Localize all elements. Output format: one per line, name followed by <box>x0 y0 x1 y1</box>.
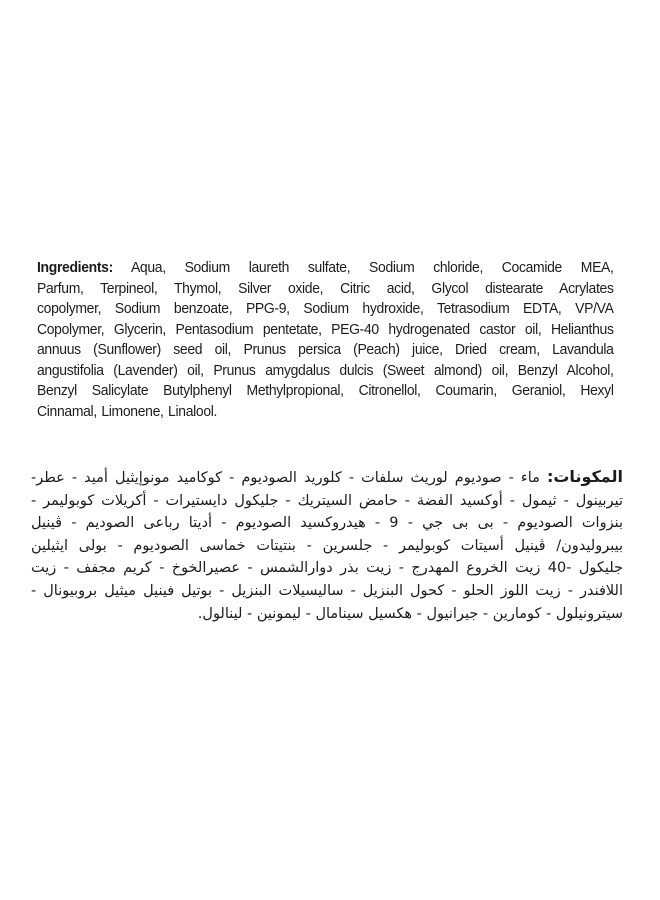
arabic-line-3: بنزوات الصوديوم - بى بى جي - 9 - هيدروكسيد الصوديوم - أديتا رباعى الصوديم - ڤينيل <box>31 515 623 532</box>
arabic-line-4: بيبروليدون/ ڤينيل أسيتات كوبوليمر - جلسرين - بنتيتات خماسى الصوديوم - بولى ايثيلين <box>31 537 623 554</box>
english-ingredients <box>37 258 614 422</box>
english-line-4: Copolymer, Glycerin, Pentasodium pentetate, PEG-40 hydrogenated castor oil, Helianthus <box>37 320 614 338</box>
arabic-line-6: اللافندر - زيت اللوز الحلو - كحول البنزيل - ساليسيلات البنزيل - بوتيل فينيل ميثيل بروبيونال - <box>31 582 623 599</box>
english-line-2: Parfum, Terpineol, Thymol, Silver oxide, Citric acid, Glycol distearate Acrylates <box>37 279 614 297</box>
english-heading: Ingredients: <box>37 259 113 276</box>
english-line-1: Ingredients: Aqua, Sodium laureth sulfate, Sodium chloride, Cocamide MEA, <box>37 259 614 276</box>
english-line-6: angustifolia (Lavender) oil, Prunus amygdalus dulcis (Sweet almond) oil, Benzyl Alcohol, <box>37 361 614 379</box>
arabic-line-5: جليكول -40 زيت الخروع المهدرج - زيت بذر دوارالشمس - عصيرالخوخ - كريم مجفف - زيت <box>31 560 623 577</box>
english-line-5: annuus (Sunflower) seed oil, Prunus persica (Peach) juice, Dried cream, Lavandula <box>37 341 614 358</box>
english-line-7: Benzyl Salicylate Butylphenyl Methylpropional, Citronellol, Coumarin, Geraniol, Hexyl <box>37 382 614 399</box>
english-line-3: copolymer, Sodium benzoate, PPG-9, Sodium hydroxide, Tetrasodium EDTA, VP/VA <box>37 300 614 317</box>
arabic-line-7: سيترونيلول - كومارين - جيرانيول - هكسيل سينامال - ليمونين - لينالول. <box>197 605 623 622</box>
arabic-line-1: المكونات: ماء - صوديوم لوريث سلفات - كلوريد الصوديوم - كوكاميد مونوإيثيل أميد - عطر- <box>31 467 623 486</box>
english-line-8: Cinnamal, Limonene, Linalool. <box>37 402 218 420</box>
arabic-ingredients <box>31 466 623 625</box>
arabic-line-2: تيربينول - ثيمول - أوكسيد الفضة - حامض السيتريك - جليكول دايستيرات - أكريلات كوبوليمر - <box>31 492 623 509</box>
arabic-heading: المكونات: <box>546 467 623 486</box>
